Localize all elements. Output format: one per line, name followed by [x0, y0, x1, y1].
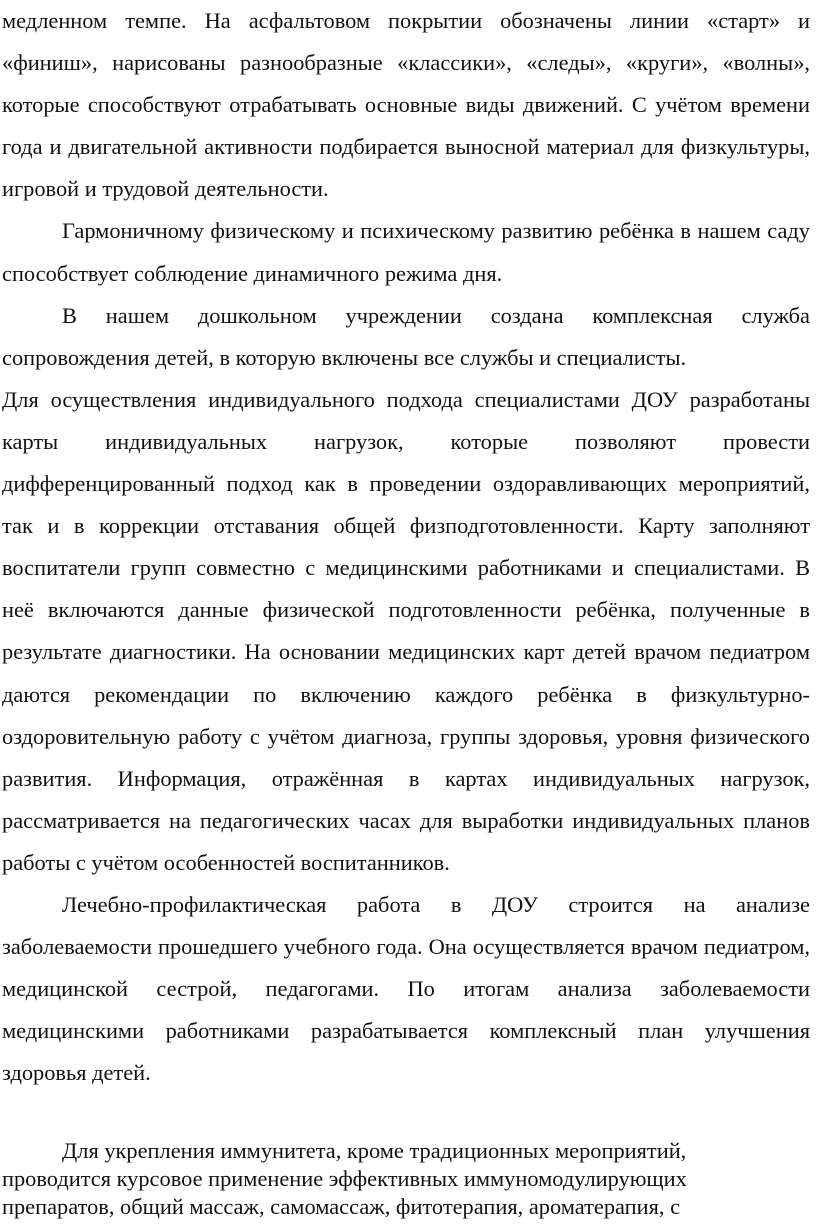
paragraph-medical-prevention: Лечебно-профилактическая работа в ДОУ строится на анализе заболеваемости прошедшего учебного года. Она осуществляется врачом педиатром, медицинской сестрой, педагогами. По итогам анализа заболеваемости медицинскими работниками разрабатывается комплексный план улучшения здоровья детей. [2, 891, 810, 1086]
paragraph-daily-regime: Гармоничному физическому и психическому развитию ребёнка в нашем саду способствует соблюдение динамичного режима дня. [2, 218, 810, 286]
paragraph-support-service: В нашем дошкольном учреждении создана комплексная служба сопровождения детей, в которую включены все службы и специалисты. [2, 302, 810, 370]
paragraph-individual-load-cards: Для осуществления индивидуального подхода специалистами ДОУ разработаны карты индивидуальных нагрузок, которые позволяют провести дифференцированный подход как в проведении оздоравливающих мероприятий, так и в коррекции отставания общей физподготовленности. Карту заполняют воспитатели групп совместно с медицинскими работниками и специалистами. В неё включаются данные физической подготовленности ребёнка, полученные в результате диагностики. На основании медицинских карт детей врачом педиатром даются рекомендации по включению каждого ребёнка в физкультурно-оздоровительную работу с учётом диагноза, группы здоровья, уровня физического развития. Информация, отражённая в картах индивидуальных нагрузок, рассматривается на педагогических часах для выработки индивидуальных планов работы с учётом особенностей воспитанников. [2, 386, 810, 875]
immunity-line-1: Для укрепления иммунитета, кроме традиционных мероприятий, [62, 1138, 687, 1163]
immunity-line-3: препаратов, общий массаж, самомассаж, фитотерапия, ароматерапия, с [2, 1194, 681, 1219]
document-body [2, 0, 810, 1094]
paragraph-playground-markings: медленном темпе. На асфальтовом покрытии обозначены линии «старт» и «финиш», нарисованы разнообразные «классики», «следы», «круги», «волны», которые способствуют отрабатывать основные виды движений. С учётом времени года и двигательной активности подбирается выносной материал для физкультуры, игровой и трудовой деятельности. [2, 8, 810, 202]
paragraph-immunity [2, 1137, 758, 1221]
immunity-line-2: проводится курсовое применение эффективных иммуномодулирующих [2, 1166, 687, 1191]
